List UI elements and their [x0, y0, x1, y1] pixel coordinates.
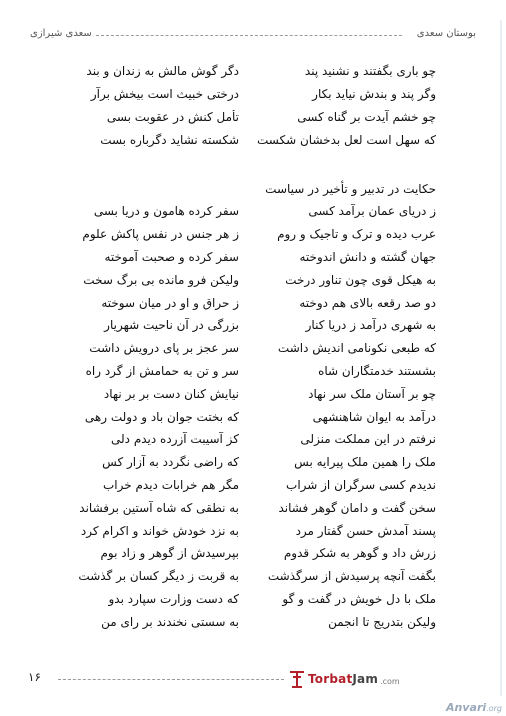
verse-hemistich-left: به سستی نخندند بر رای من — [101, 614, 239, 629]
logo-wordmark — [308, 672, 378, 686]
running-header — [8, 28, 496, 42]
verse-hemistich-right: وگر پند و بندش نیاید بکار — [312, 87, 436, 102]
section-heading: حکایت در تدبیر و تأخیر در سیاست — [265, 182, 436, 196]
anvari-watermark — [446, 701, 502, 714]
verse-hemistich-left: که بختت جوان باد و دولت رهی — [84, 409, 239, 424]
poem-block-1 — [66, 60, 436, 151]
verse-hemistich-left: کز آسیبت آزرده دیدم دلی — [111, 432, 239, 447]
logo-domain-suffix: .com — [380, 677, 400, 686]
verse-hemistich-left: سفر کرده و صحبت آموخته — [104, 249, 239, 264]
verse-row — [66, 246, 436, 269]
verse-row — [66, 83, 436, 106]
verse-hemistich-left: بپرسیدش از گوهر و زاد بوم — [100, 546, 239, 561]
verse-hemistich-right: زرش داد و گوهر به شکر قدوم — [283, 546, 436, 561]
verse-row — [66, 542, 436, 565]
verse-hemistich-left: نیایش کنان دست بر بر نهاد — [103, 386, 239, 401]
verse-hemistich-left: به نطقی که شاه آستین برفشاند — [79, 500, 239, 515]
verse-hemistich-left: ز حراق و او در میان سوخته — [101, 295, 239, 310]
verse-row — [66, 519, 436, 542]
verse-hemistich-right: ملک را همین ملک پیرایه بس — [294, 455, 436, 470]
verse-row — [66, 106, 436, 129]
verse-row — [66, 588, 436, 611]
verse-hemistich-left: ولیکن فرو مانده بی برگ سخت — [83, 272, 239, 287]
torbatjam-mark-icon — [288, 669, 306, 689]
verse-hemistich-right: به شهری درآمد ز دریا کنار — [305, 318, 436, 333]
footer-rule — [58, 679, 284, 680]
verse-hemistich-right: دو صد رقعه بالای هم دوخته — [299, 295, 436, 310]
verse-hemistich-right: به هیکل قوی چون تناور درخت — [285, 272, 436, 287]
verse-hemistich-right: جهان گشته و دانش اندوخته — [299, 249, 436, 264]
page-edge-bar — [500, 20, 502, 696]
verse-hemistich-left: سر عجز بر پای درویش داشت — [89, 341, 239, 356]
verse-hemistich-left: درختی خبیث است بیخش برآر — [90, 87, 239, 102]
watermark-suffix: .org — [486, 704, 502, 713]
verse-hemistich-right: سخن گفت و دامان گوهر فشاند — [278, 500, 436, 515]
verse-row — [66, 337, 436, 360]
verse-row — [66, 474, 436, 497]
verse-row — [66, 610, 436, 633]
verse-hemistich-left: شکسته نشاید دگرباره بست — [100, 132, 239, 147]
verse-row — [66, 360, 436, 383]
verse-hemistich-right: پسند آمدش حسن گفتار مرد — [295, 523, 436, 538]
verse-hemistich-left: تأمل کنش در عقوبت بسی — [106, 109, 239, 124]
verse-hemistich-right: چو باری بگفتند و نشنید پند — [304, 64, 436, 79]
logo-wordmark-primary: Torbat — [308, 672, 353, 686]
verse-hemistich-left: سر و تن به حمامش از گرد راه — [85, 363, 239, 378]
verse-row — [66, 60, 436, 83]
logo-wordmark-secondary: Jam — [352, 672, 379, 686]
verse-hemistich-right: چو خشم آیدت بر گناه کسی — [297, 109, 436, 124]
verse-hemistich-right: که طبعی نکونامی اندیش داشت — [277, 341, 436, 356]
verse-hemistich-right: ولیکن بتدریج تا انجمن — [328, 614, 436, 629]
verse-hemistich-left: که دست وزارت سپارد بدو — [108, 591, 239, 606]
verse-row — [66, 451, 436, 474]
verse-row — [66, 382, 436, 405]
verse-row — [66, 496, 436, 519]
verse-hemistich-left: مگر هم خرابات دیدم خراب — [103, 477, 239, 492]
verse-row — [66, 268, 436, 291]
verse-row — [66, 405, 436, 428]
verse-row — [66, 128, 436, 151]
verse-hemistich-right: ندیدم کسی سرگران از شراب — [286, 477, 436, 492]
header-rule — [96, 35, 402, 36]
watermark-text: Anvari — [446, 701, 487, 714]
verse-hemistich-right: بشستند خدمتگاران شاه — [318, 363, 436, 378]
page-number: ۱۶ — [28, 670, 41, 684]
verse-hemistich-right: عرب دیده و ترک و تاجیک و روم — [277, 227, 436, 242]
author-name: سعدی شیرازی — [30, 28, 92, 39]
verse-row — [66, 314, 436, 337]
verse-hemistich-left: به نزد خودش خواند و اکرام کرد — [80, 523, 239, 538]
verse-hemistich-left: به قربت ز دیگر کسان بر گذشت — [78, 569, 239, 584]
book-title: بوستان سعدی — [416, 28, 476, 39]
verse-hemistich-left: ز هر جنس در نفس پاکش علوم — [82, 227, 239, 242]
verse-hemistich-right: درآمد به ایوان شاهنشهی — [312, 409, 436, 424]
verse-row — [66, 223, 436, 246]
verse-hemistich-left: بزرگی در آن ناحیت شهریار — [104, 318, 239, 333]
verse-row — [66, 428, 436, 451]
verse-hemistich-right: ملک با دل خویش در گفت و گو — [282, 591, 436, 606]
verse-hemistich-right: نرفتم در این مملکت منزلی — [300, 432, 436, 447]
verse-row — [66, 291, 436, 314]
verse-hemistich-left: دگر گوش مالش به زندان و بند — [86, 64, 239, 79]
verse-hemistich-left: سفر کرده هامون و دریا بسی — [93, 204, 239, 219]
poem-block-2 — [66, 178, 436, 633]
verse-hemistich-right: ز دریای عمان برآمد کسی — [308, 204, 436, 219]
verse-hemistich-right: که سهل است لعل بدخشان شکست — [257, 132, 436, 147]
verse-hemistich-right: چو بر آستان ملک سر نهاد — [308, 386, 436, 401]
torbatjam-logo[interactable] — [288, 668, 488, 690]
page-footer — [22, 670, 492, 690]
verse-hemistich-left: که راضی نگردد به آزار کس — [102, 455, 239, 470]
verse-hemistich-right: بگفت آنچه پرسیدش از سرگذشت — [267, 569, 436, 584]
verse-row — [66, 200, 436, 223]
verse-row — [66, 565, 436, 588]
